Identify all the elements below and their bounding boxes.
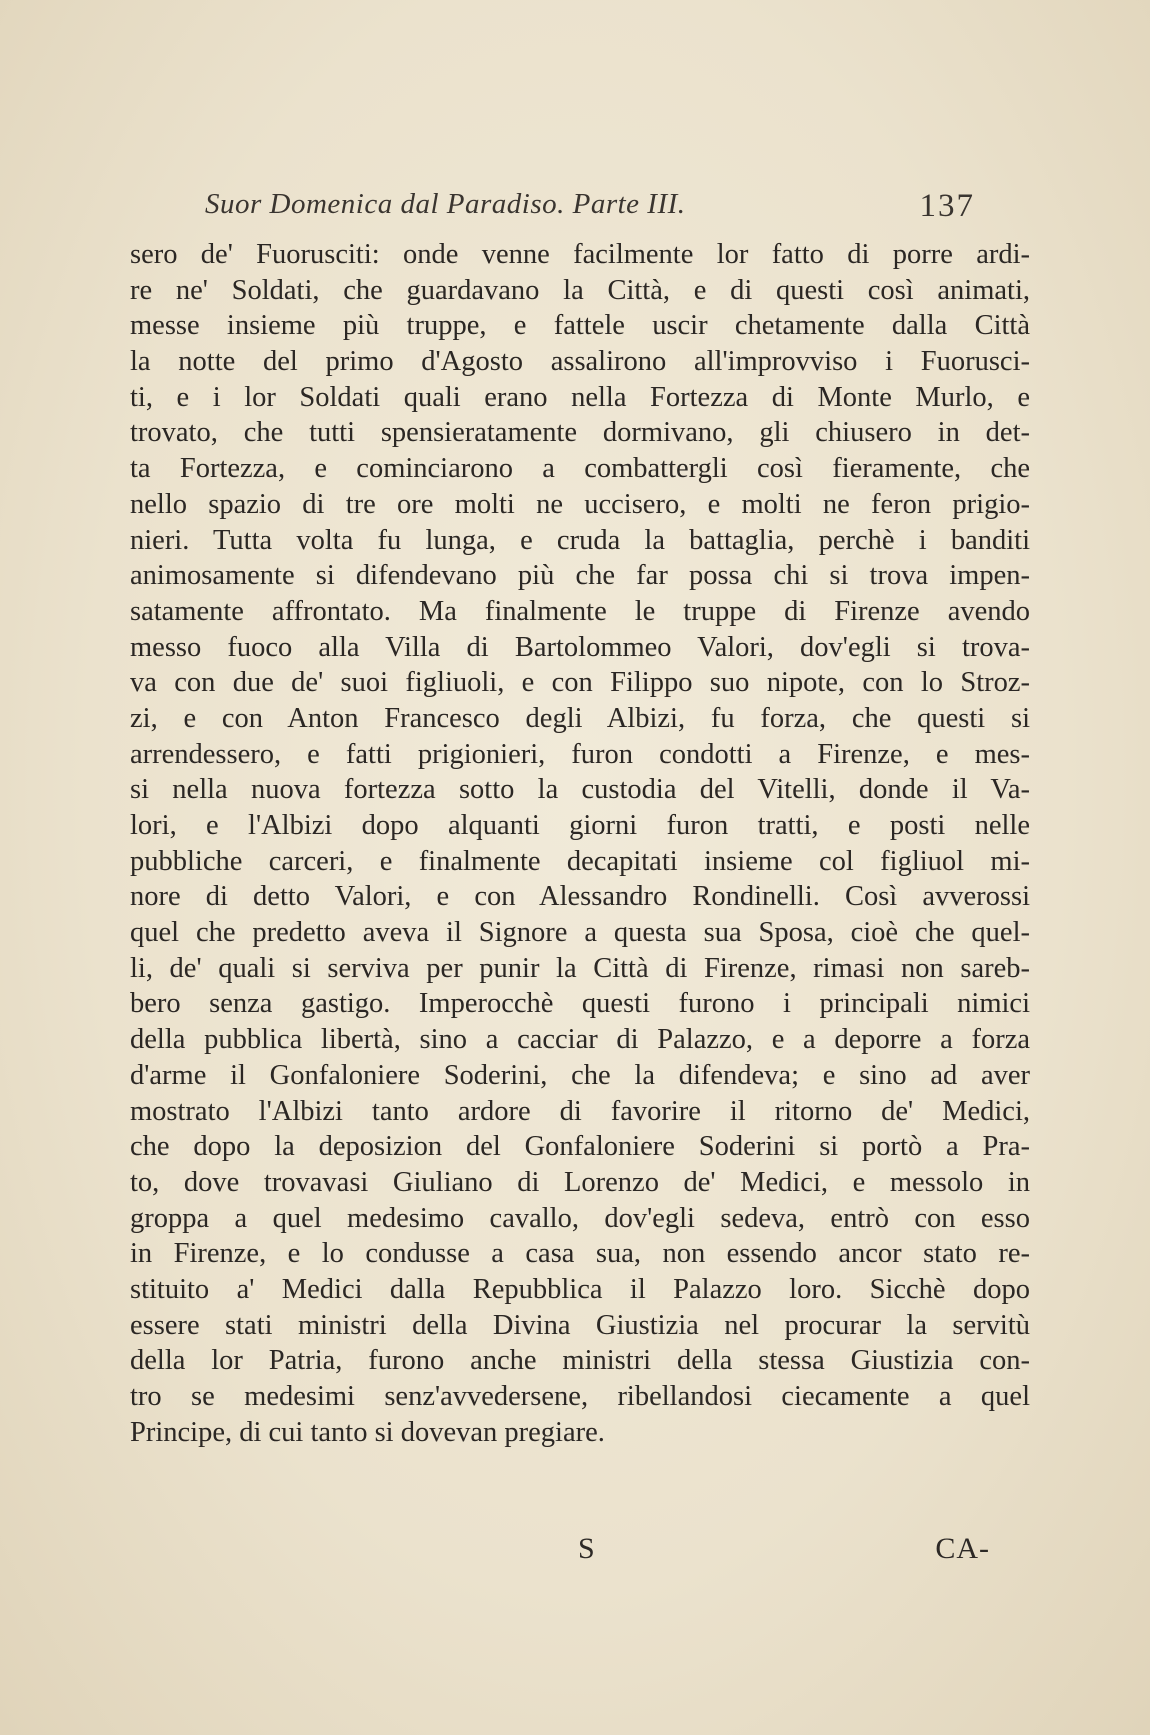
text-line: zi, e con Anton Francesco degli Albizi, fu forza, che questi si (130, 702, 1030, 734)
text-line: Principe, di cui tanto si dovevan pregiare. (130, 1416, 605, 1448)
text-line: quel che predetto aveva il Signore a questa sua Sposa, cioè che quel- (130, 917, 1030, 949)
body-text (130, 237, 1030, 1450)
text-line: nello spazio di tre ore molti ne uccisero, e molti ne feron prigio- (130, 488, 1030, 520)
page-header (205, 188, 975, 228)
signature-mark: S (578, 1532, 595, 1565)
text-line: pubbliche carceri, e finalmente decapitati insieme col figliuol mi- (130, 845, 1030, 877)
text-line: stituito a' Medici dalla Repubblica il Palazzo loro. Sicchè dopo (130, 1273, 1030, 1305)
text-line: messe insieme più truppe, e fattele uscir chetamente dalla Città (130, 310, 1030, 342)
text-line: mostrato l'Albizi tanto ardore di favorire il ritorno de' Medici, (130, 1095, 1030, 1127)
text-line: satamente affrontato. Ma finalmente le truppe di Firenze avendo (130, 595, 1030, 627)
text-line: della lor Patria, furono anche ministri della stessa Giustizia con- (130, 1345, 1030, 1377)
text-line: che dopo la deposizion del Gonfaloniere Soderini si portò a Pra- (130, 1131, 1030, 1163)
text-line: sero de' Fuorusciti: onde venne facilmente lor fatto di porre ardi- (130, 239, 1030, 270)
text-line: arrendessero, e fatti prigionieri, furon condotti a Firenze, e mes- (130, 738, 1030, 770)
catchword: CA- (935, 1532, 990, 1565)
text-line: ta Fortezza, e cominciarono a combattergli così fieramente, che (130, 453, 1030, 485)
text-line: re ne' Soldati, che guardavano la Città, e di questi così animati, (130, 274, 1030, 306)
text-line: si nella nuova fortezza sotto la custodia del Vitelli, donde il Va- (130, 774, 1030, 806)
text-line: to, dove trovavasi Giuliano di Lorenzo de' Medici, e messolo in (130, 1166, 1030, 1198)
text-line: messo fuoco alla Villa di Bartolommeo Valori, dov'egli si trova- (130, 631, 1030, 663)
text-line: della pubblica libertà, sino a cacciar di Palazzo, e a deporre a forza (130, 1024, 1030, 1056)
running-title: Suor Domenica dal Paradiso. Parte III. (205, 188, 686, 220)
text-line: tro se medesimi senz'avvedersene, ribellandosi ciecamente a quel (130, 1381, 1030, 1412)
text-line: ti, e i lor Soldati quali erano nella Fortezza di Monte Murlo, e (130, 381, 1030, 413)
text-line: d'arme il Gonfaloniere Soderini, che la difendeva; e sino ad aver (130, 1059, 1030, 1091)
text-line: nieri. Tutta volta fu lunga, e cruda la battaglia, perchè i banditi (130, 524, 1030, 556)
text-line: groppa a quel medesimo cavallo, dov'egli sedeva, entrò con esso (130, 1202, 1030, 1234)
text-line: trovato, che tutti spensieratamente dormivano, gli chiusero in det- (130, 417, 1030, 449)
page-footer (130, 1532, 990, 1582)
text-line: nore di detto Valori, e con Alessandro Rondinelli. Così avverossi (130, 881, 1030, 913)
text-line: la notte del primo d'Agosto assalirono all'improvviso i Fuorusci- (130, 346, 1030, 378)
text-line: animosamente si difendevano più che far possa chi si trova impen- (130, 560, 1030, 592)
text-line: bero senza gastigo. Imperocchè questi furono i principali nimici (130, 988, 1030, 1020)
text-line: va con due de' suoi figliuoli, e con Filippo suo nipote, con lo Stroz- (130, 667, 1030, 699)
text-line: in Firenze, e lo condusse a casa sua, non essendo ancor stato re- (130, 1238, 1030, 1270)
text-line: lori, e l'Albizi dopo alquanti giorni furon tratti, e posti nelle (130, 810, 1030, 841)
text-line: essere stati ministri della Divina Giustizia nel procurar la servitù (130, 1309, 1030, 1341)
text-line: li, de' quali si serviva per punir la Città di Firenze, rimasi non sareb- (130, 952, 1030, 984)
page-number: 137 (919, 188, 975, 224)
